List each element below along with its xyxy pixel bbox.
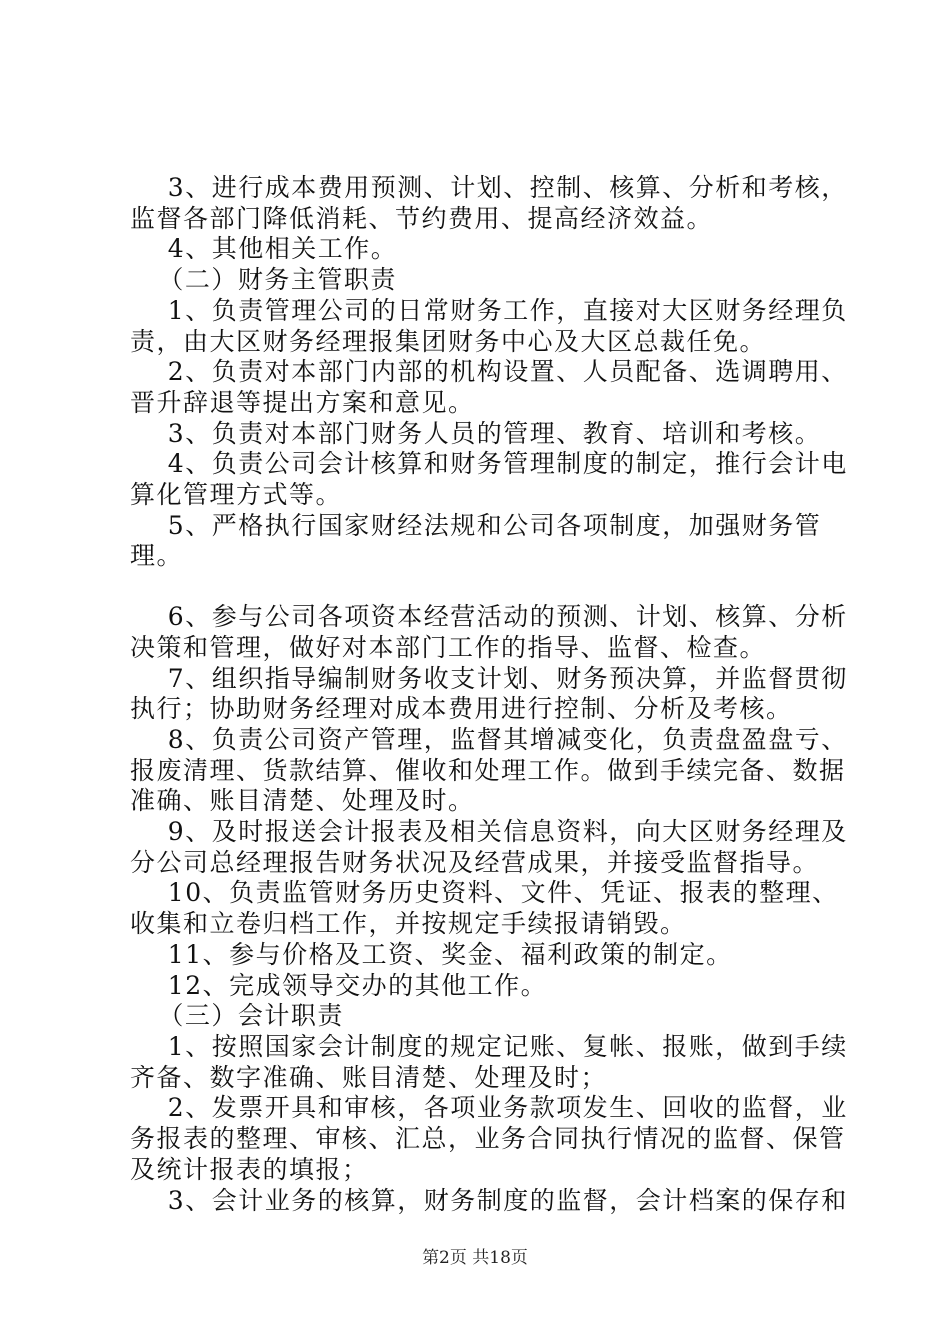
paragraph: 3、负责对本部门财务人员的管理、教育、培训和考核。 [130, 418, 822, 448]
paragraph: 3、进行成本费用预测、计划、控制、核算、分析和考核，监督各部门降低消耗、节约费用、提高经济效益。 [130, 173, 848, 233]
paragraph: 1、负责管理公司的日常财务工作，直接对大区财务经理负责，由大区财务经理报集团财务中心及大区总裁任免。 [130, 295, 848, 356]
blank-line [130, 572, 850, 602]
paragraph: 2、发票开具和审核，各项业务款项发生、回收的监督，业务报表的整理、审核、汇总，业务合同执行情况的监督、保管及统计报表的填报； [130, 1093, 848, 1184]
paragraph: 8、负责公司资产管理，监督其增减变化，负责盘盈盘亏、报废清理、货款结算、催收和处理工作。做到手续完备、数据准确、账目清楚、处理及时。 [130, 724, 848, 816]
paragraph: 7、组织指导编制财务收支计划、财务预决算，并监督贯彻执行；协助财务经理对成本费用进行控制、分析及考核。 [130, 663, 848, 724]
page-number-footer: 第2页 共18页 [422, 1248, 528, 1268]
paragraph: 1、按照国家会计制度的规定记账、复帐、报账，做到手续齐备、数字准确、账目清楚、处理及时； [130, 1031, 848, 1092]
paragraph: 9、及时报送会计报表及相关信息资料，向大区财务经理及分公司总经理报告财务状况及经营成果，并接受监督指导。 [130, 817, 848, 877]
paragraph: 12、完成领导交办的其他工作。 [130, 970, 548, 1000]
section-heading: （二）财务主管职责 [130, 265, 397, 295]
paragraph: 4、负责公司会计核算和财务管理制度的制定，推行会计电算化管理方式等。 [130, 449, 848, 510]
paragraph: 11、参与价格及工资、奖金、福利政策的制定。 [130, 939, 733, 969]
paragraph: 6、参与公司各项资本经营活动的预测、计划、核算、分析决策和管理，做好对本部门工作的指导、监督、检查。 [130, 602, 848, 662]
paragraph: 4、其他相关工作。 [130, 234, 398, 264]
paragraph: 2、负责对本部门内部的机构设置、人员配备、选调聘用、晋升辞退等提出方案和意见。 [130, 357, 848, 417]
section-heading: （三）会计职责 [130, 1001, 344, 1031]
paragraph: 5、严格执行国家财经法规和公司各项制度，加强财务管理。 [130, 510, 822, 571]
paragraph: 10、负责监管财务历史资料、文件、凭证、报表的整理、收集和立卷归档工作，并按规定手续报请销毁。 [130, 878, 839, 939]
document-body [130, 173, 850, 1216]
paragraph: 3、会计业务的核算，财务制度的监督，会计档案的保存和 [130, 1185, 848, 1215]
